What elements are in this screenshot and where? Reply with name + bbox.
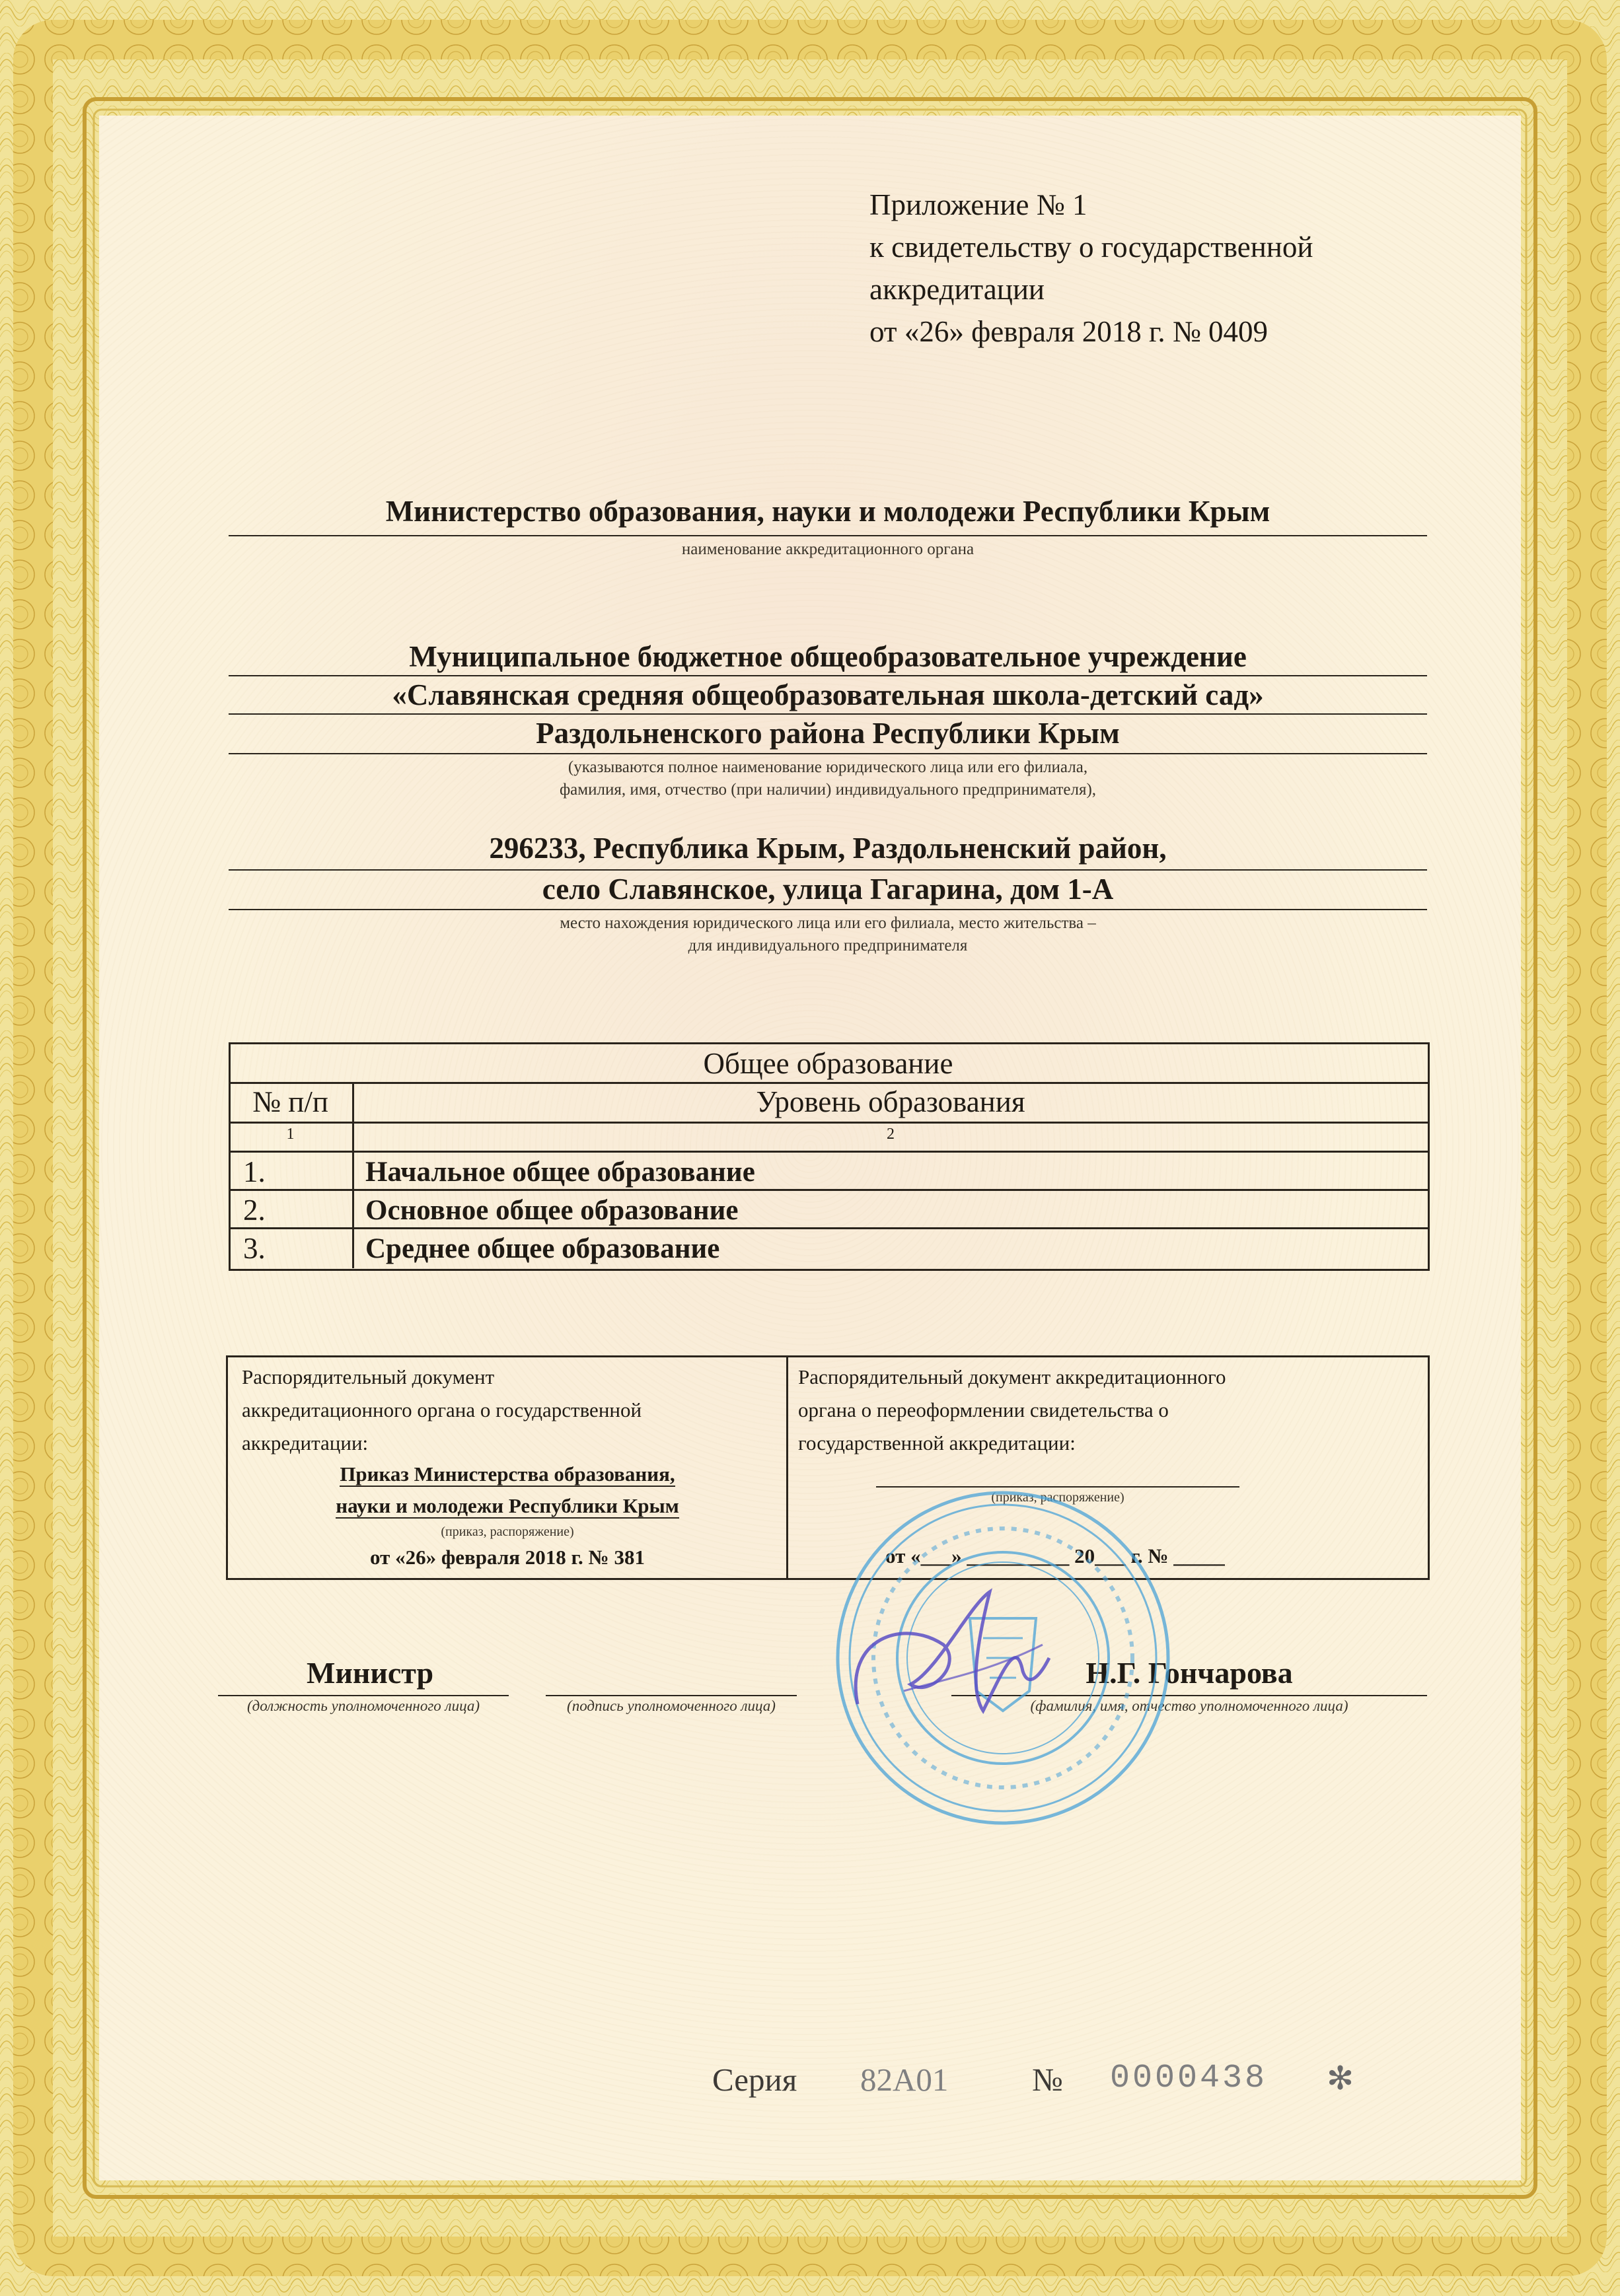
appendix-line-1: Приложение № 1 bbox=[869, 188, 1087, 221]
left-order-line-1: Распорядительный документ bbox=[242, 1365, 495, 1388]
table-rule-3 bbox=[229, 1151, 1428, 1153]
left-order-date: от «26» февраля 2018 г. № 381 bbox=[370, 1546, 645, 1569]
table-row-2-level: Основное общее образование bbox=[365, 1195, 739, 1226]
name-caption: (фамилия, имя, отчество уполномоченного лица) bbox=[1030, 1698, 1348, 1714]
organization-line-2: «Славянская средняя общеобразовательная школа-детский сад» bbox=[392, 678, 1264, 711]
right-order-caption: (приказ, распоряжение) bbox=[991, 1490, 1124, 1505]
address-caption-1: место нахождения юридического лица или его филиала, место жительства – bbox=[560, 914, 1096, 932]
appendix-line-2: к свидетельству о государственной bbox=[869, 231, 1313, 264]
number-value: 0000438 bbox=[1110, 2060, 1268, 2097]
right-order-line-3: государственной аккредитации: bbox=[798, 1431, 1076, 1454]
right-order-line-1: Распорядительный документ аккредитационного bbox=[798, 1365, 1226, 1388]
signature-caption: (подпись уполномоченного лица) bbox=[567, 1698, 776, 1714]
table-row-3-level: Среднее общее образование bbox=[365, 1233, 720, 1264]
serial-mark: ✻ bbox=[1327, 2060, 1354, 2097]
address-underline-2 bbox=[229, 909, 1427, 910]
organization-underline-3 bbox=[229, 753, 1427, 754]
address-line-2: село Славянское, улица Гагарина, дом 1-А bbox=[542, 873, 1114, 906]
table-row-1-level: Начальное общее образование bbox=[365, 1157, 755, 1188]
address-underline-1 bbox=[229, 869, 1427, 871]
table-rule-2 bbox=[229, 1122, 1428, 1124]
organization-line-3: Раздольненского района Республики Крым bbox=[536, 717, 1120, 750]
table-colnum-1: 1 bbox=[286, 1126, 295, 1143]
left-order-line-3: аккредитации: bbox=[242, 1431, 369, 1454]
left-order-title-1 bbox=[229, 1462, 786, 1486]
organization-caption-2: фамилия, имя, отчество (при наличии) индивидуального предпринимателя), bbox=[559, 781, 1097, 799]
left-order-title-1-text: Приказ Министерства образования, bbox=[340, 1462, 675, 1486]
appendix-header bbox=[869, 184, 1313, 353]
right-order-line-2: органа о переоформлении свидетельства о bbox=[798, 1398, 1169, 1421]
signatory-name: Н.Г. Гончарова bbox=[1086, 1656, 1293, 1690]
authority-name: Министерство образования, науки и молодежи Республики Крым bbox=[385, 495, 1270, 528]
table-row-3-num: 3. bbox=[243, 1232, 266, 1265]
table-row-1-num: 1. bbox=[243, 1155, 266, 1188]
organization-line-1: Муниципальное бюджетное общеобразовательное учреждение bbox=[409, 640, 1247, 673]
orders-divider bbox=[786, 1355, 788, 1578]
address-caption-2: для индивидуального предпринимателя bbox=[688, 937, 968, 954]
signatory-position: Министр bbox=[306, 1656, 434, 1690]
signature-underline bbox=[546, 1695, 797, 1696]
right-order-date: от «___» __________ 20___ г. № _____ bbox=[885, 1544, 1225, 1567]
series-value: 82А01 bbox=[860, 2062, 949, 2098]
appendix-line-3: аккредитации bbox=[869, 273, 1045, 306]
organization-caption-1: (указываются полное наименование юридического лица или его филиала, bbox=[568, 758, 1088, 776]
address-line-1: 296233, Республика Крым, Раздольненский район, bbox=[489, 832, 1167, 865]
left-order-caption: (приказ, распоряжение) bbox=[441, 1525, 574, 1539]
table-rule-4 bbox=[229, 1189, 1428, 1191]
series-label: Серия bbox=[712, 2062, 797, 2098]
number-label: № bbox=[1032, 2062, 1063, 2098]
table-title: Общее образование bbox=[703, 1047, 953, 1080]
table-row-2-num: 2. bbox=[243, 1194, 266, 1227]
organization-underline-1 bbox=[229, 675, 1427, 676]
table-rule-5 bbox=[229, 1227, 1428, 1229]
left-order-line-2: аккредитационного органа о государственной bbox=[242, 1398, 642, 1421]
table-header-level: Уровень образования bbox=[756, 1085, 1025, 1118]
table-colnum-2: 2 bbox=[887, 1126, 895, 1143]
position-caption: (должность уполномоченного лица) bbox=[246, 1698, 480, 1714]
table-rule-1 bbox=[229, 1082, 1428, 1084]
official-seal-stamp bbox=[805, 1473, 1201, 1843]
left-order-title-2 bbox=[229, 1494, 786, 1518]
position-underline bbox=[218, 1695, 509, 1696]
table-header-num: № п/п bbox=[252, 1085, 328, 1118]
organization-underline-2 bbox=[229, 713, 1427, 715]
appendix-line-4: от «26» февраля 2018 г. № 0409 bbox=[869, 315, 1269, 348]
authority-underline bbox=[229, 535, 1427, 536]
authority-caption: наименование аккредитационного органа bbox=[681, 540, 975, 558]
left-order-title-2-text: науки и молодежи Республики Крым bbox=[336, 1494, 679, 1517]
